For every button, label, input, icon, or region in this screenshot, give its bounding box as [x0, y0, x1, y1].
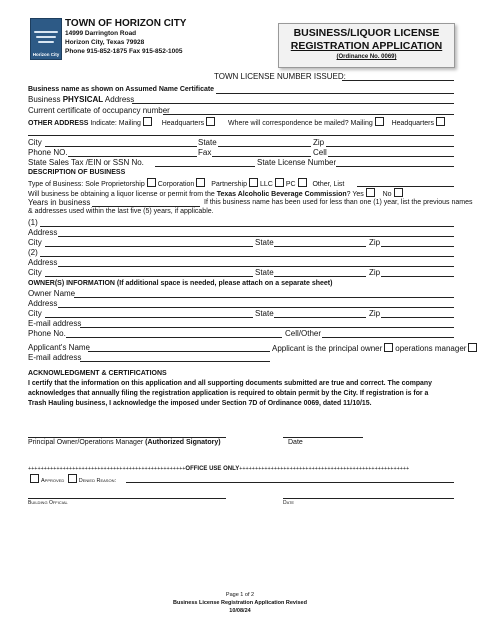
signature-date-label: Date — [288, 439, 303, 446]
owner-email-label: E-mail address — [28, 319, 82, 328]
logo-wave — [36, 36, 56, 38]
state-field[interactable] — [218, 146, 311, 147]
reason-field[interactable] — [126, 482, 454, 483]
ordinance-number: (Ordinance No. 0069) — [336, 54, 397, 60]
applicant-name-label: Applicant's Name — [28, 343, 90, 352]
prev-city2-field[interactable] — [45, 276, 253, 277]
liquor-yes-checkbox[interactable] — [366, 188, 375, 197]
prev-zip2-field[interactable] — [381, 276, 454, 277]
owner-address-label: Address — [28, 299, 58, 308]
prev-zip1-field[interactable] — [381, 246, 454, 247]
logo-wave — [34, 31, 58, 33]
partnership-checkbox[interactable] — [249, 178, 258, 187]
approved-checkbox[interactable] — [30, 474, 39, 483]
phone-field[interactable] — [68, 156, 197, 157]
business-name-label: Business name as shown on Assumed Name Certificate — [28, 86, 215, 93]
prev-item2-field[interactable] — [40, 256, 454, 257]
prev-state2-field[interactable] — [274, 276, 366, 277]
ack-line1: I certify that the information on this application and all supporting documents submitted are true and correct. The company — [28, 380, 432, 387]
office-date-field[interactable] — [283, 498, 454, 499]
city-field[interactable] — [45, 146, 197, 147]
headquarters-checkbox[interactable] — [206, 117, 215, 126]
phone-label: Phone NO. — [28, 148, 68, 157]
prev-zip2-label: Zip — [369, 268, 381, 277]
principal-owner-checkbox[interactable] — [384, 343, 393, 352]
owner-heading: OWNER(S) INFORMATION (If additional space is needed, please attach on a separate sheet) — [28, 280, 333, 287]
city-label: City — [28, 138, 42, 147]
mailing-checkbox[interactable] — [143, 117, 152, 126]
horizon-city-logo — [30, 18, 62, 60]
owner-zip-label: Zip — [369, 309, 381, 318]
owner-email-field[interactable] — [80, 327, 454, 328]
logo-text: Horizon City — [32, 52, 60, 57]
sales-tax-field[interactable] — [155, 166, 255, 167]
form-title-box — [278, 23, 455, 68]
prev-city1-label: City — [28, 238, 42, 247]
llc-checkbox[interactable] — [275, 178, 284, 187]
liquor-question: Will business be obtaining a liquor license or permit from the Texas Alcoholic Beverage Commission? Yes No — [28, 188, 405, 199]
state-label: State — [198, 138, 217, 147]
city-name: TOWN OF HORIZON CITY — [65, 18, 187, 29]
state-license-label: State License Number — [257, 158, 337, 167]
owner-name-label: Owner Name — [28, 289, 76, 298]
ack-line2: acknowledges that annually filing the registration application is required to obtain permit by the City. If registration is for a — [28, 390, 429, 397]
applicant-email-label: E-mail address — [28, 353, 82, 362]
license-number-label: TOWN LICENSE NUMBER ISSUED: — [214, 72, 346, 81]
prev-address1-field[interactable] — [58, 236, 454, 237]
prev-state1-label: State — [255, 238, 274, 247]
applicant-role-row: Applicant is the principal owner operations manager — [272, 343, 479, 353]
owner-name-field[interactable] — [74, 297, 454, 298]
form-revision-name: Business License Registration Application Revised — [173, 600, 307, 606]
physical-address-field[interactable] — [132, 103, 454, 104]
zip-label: Zip — [313, 138, 325, 147]
prev-address2-label: Address — [28, 258, 58, 267]
cell-field[interactable] — [328, 156, 454, 157]
prev-state1-field[interactable] — [274, 246, 366, 247]
address-line1: 14999 Darrington Road — [65, 30, 137, 37]
corporation-checkbox[interactable] — [196, 178, 205, 187]
title-line2: REGISTRATION APPLICATION — [290, 40, 443, 52]
prev-state2-label: State — [255, 268, 274, 277]
prev-city2-label: City — [28, 268, 42, 277]
office-date-label: Date — [283, 500, 295, 506]
years-note: If this business name has been used for less than one (1) year, list the previous names — [204, 199, 473, 206]
applicant-name-field[interactable] — [88, 351, 270, 352]
certificate-field[interactable] — [163, 114, 454, 115]
owner-zip-field[interactable] — [381, 317, 454, 318]
owner-state-label: State — [255, 309, 274, 318]
owner-city-field[interactable] — [45, 317, 253, 318]
logo-wave — [38, 41, 54, 43]
building-official-field[interactable] — [28, 498, 226, 499]
owner-phone-field[interactable] — [66, 337, 282, 338]
fax-label: Fax — [198, 148, 212, 157]
fax-field[interactable] — [212, 156, 311, 157]
cell-label: Cell — [313, 148, 327, 157]
prev-address1-label: Address — [28, 228, 58, 237]
sales-tax-label: State Sales Tax /EIN or SSN No. — [28, 158, 144, 167]
owner-cell-field[interactable] — [322, 337, 454, 338]
owner-address-field[interactable] — [58, 307, 454, 308]
page-number: Page 1 of 2 — [225, 592, 255, 598]
years-note2: & addresses used within the last five (5) years, if applicable. — [28, 208, 214, 215]
prev-item1-label: (1) — [28, 218, 38, 227]
owner-state-field[interactable] — [274, 317, 366, 318]
ack-heading: ACKNOWLEDGMENT & CERTIFICATIONS — [28, 370, 167, 377]
description-heading: DESCRIPTION OF BUSINESS — [28, 169, 126, 176]
form-revision-date: 10/08/24 — [229, 608, 251, 614]
address-line2: Horizon City, Texas 79928 — [65, 39, 145, 46]
operations-manager-checkbox[interactable] — [468, 343, 477, 352]
license-number-field[interactable] — [342, 80, 454, 81]
other-address-row: OTHER ADDRESS Indicate: Mailing Headquarters — [28, 117, 217, 128]
ack-line3: Trash Hauling business, I acknowledge the imposed under Section 7D of Ordinance 0069, dated 11/10/15. — [28, 400, 372, 407]
business-name-field[interactable] — [216, 93, 454, 94]
prev-zip1-label: Zip — [369, 238, 381, 247]
other-address-field[interactable] — [28, 135, 454, 136]
prev-item1-field[interactable] — [40, 226, 454, 227]
title-line1: BUSINESS/LIQUOR LICENSE — [293, 27, 440, 39]
liquor-no-checkbox[interactable] — [394, 188, 403, 197]
owner-cell-label: Cell/Other — [285, 329, 322, 338]
zip-field[interactable] — [326, 146, 454, 147]
office-use-separator: ++++++++++++++++++++++++++++++++++++++++++++++++++OFFICE USE ONLY++++++++++++++++++++++++++++++++++++++++++++++++++++++ — [28, 466, 410, 472]
office-decision-row: Approved Denied Reason: — [28, 474, 116, 486]
state-license-field[interactable] — [336, 166, 454, 167]
sole-proprietorship-checkbox[interactable] — [147, 178, 156, 187]
phone-fax: Phone 915-852-1875 Fax 915-852-1005 — [65, 48, 183, 55]
certificate-label: Current certificate of occupancy number — [28, 106, 170, 115]
prev-item2-label: (2) — [28, 248, 38, 257]
corr-headquarters-checkbox[interactable] — [436, 117, 445, 126]
building-official-label: Building Official — [28, 500, 68, 506]
owner-phone-label: Phone No. — [28, 329, 66, 338]
owner-city-label: City — [28, 309, 42, 318]
denied-checkbox[interactable] — [68, 474, 77, 483]
prev-address2-field[interactable] — [58, 266, 454, 267]
prev-city1-field[interactable] — [45, 246, 253, 247]
applicant-email-field[interactable] — [80, 361, 270, 362]
principal-signatory-label: Principal Owner/Operations Manager (Authorized Signatory) — [28, 439, 221, 446]
correspondence-row: Where will correspondence be mailed? Mailing Headquarters — [228, 117, 447, 128]
years-label: Years in business — [28, 198, 91, 207]
other-type-field[interactable] — [357, 186, 454, 187]
business-type-row: Type of Business: Sole Proprietorship Corporation Partnership LLC PC Other, List — [28, 178, 344, 189]
business-physical-label: Business PHYSICAL Address — [28, 95, 135, 104]
pc-checkbox[interactable] — [298, 178, 307, 187]
corr-mailing-checkbox[interactable] — [375, 117, 384, 126]
